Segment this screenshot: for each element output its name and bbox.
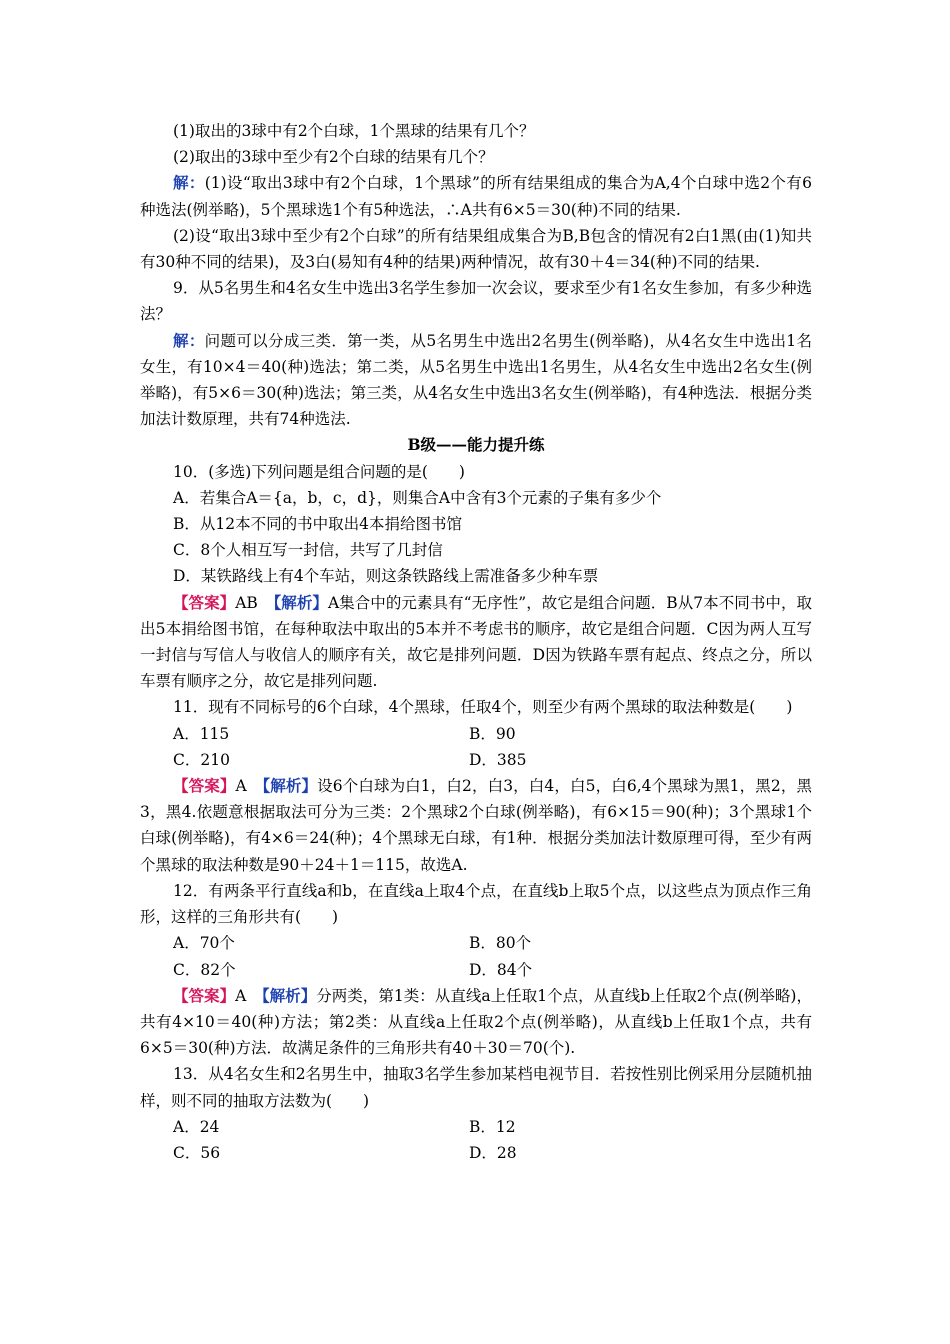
q8-solution-1 bbox=[140, 170, 812, 222]
q13-option-d: D．28 bbox=[469, 1143, 517, 1162]
section-title: B级——能力提升练 bbox=[407, 435, 545, 455]
q13-stem: 13．从4名女生和2名男生中，抽取3名学生参加某档电视节目．若按性别比例采用分层随机抽样，则不同的抽取方法数为( ) bbox=[140, 1065, 812, 1110]
q10-option-c: C．8个人相互写一封信，共写了几封信 bbox=[173, 541, 443, 560]
q8-part2: (2)取出的3球中至少有2个白球的结果有几个？ bbox=[173, 148, 494, 167]
solution-label: 解： bbox=[173, 173, 205, 193]
q9-stem: 9．从5名男生和4名女生中选出3名学生参加一次会议，要求至少有1名女生参加，有多少种选法？ bbox=[140, 279, 812, 324]
document-page bbox=[140, 118, 812, 1166]
q11-stem: 11．现有不同标号的6个白球，4个黑球，任取4个，则至少有两个黑球的取法种数是( ) bbox=[173, 698, 793, 717]
q11-option-a: A．115 bbox=[173, 724, 230, 743]
q12-analysis: 分两类，第1类：从直线a上任取1个点，从直线b上任取2个点(例举略)，共有4×10＝40(种)方法；第2类：从直线a上任取2个点(例举略)，从直线b上任取1个点，共有6×5＝30(种)方法．故满足条件的三角形共有40＋30＝70(个). bbox=[140, 986, 812, 1058]
q11-options-row-2 bbox=[140, 747, 812, 773]
q10-option-a: A．若集合A＝{a，b，c，d}，则集合A中含有3个元素的子集有多少个 bbox=[173, 488, 662, 507]
answer-label: 【答案】 bbox=[173, 776, 236, 796]
q10-answer-analysis bbox=[140, 590, 812, 695]
analysis-label: 【解析】 bbox=[261, 985, 317, 1005]
q11-option-c: C．210 bbox=[173, 750, 230, 769]
q11-answer: A bbox=[235, 777, 247, 796]
analysis-label: 【解析】 bbox=[273, 592, 328, 612]
q12-option-b: B．80个 bbox=[469, 934, 532, 953]
q8-solution-1-text: (1)设“取出3球中有2个白球，1个黑球”的所有结果组成的集合为A,4个白球中选2个有6种选法(例举略)，5个黑球选1个有5种选法，∴A共有6×5＝30(种)不同的结果. bbox=[140, 174, 812, 219]
q13-options-row-1 bbox=[140, 1114, 812, 1140]
q11-options-row-1 bbox=[140, 721, 812, 747]
q10-answer: AB bbox=[235, 593, 258, 612]
q13-option-b: B．12 bbox=[469, 1117, 516, 1136]
q10-option-b: B．从12本不同的书中取出4本捐给图书馆 bbox=[173, 515, 462, 534]
q11-answer-analysis bbox=[140, 773, 812, 878]
analysis-label: 【解析】 bbox=[262, 776, 318, 796]
q12-options-row-2 bbox=[140, 957, 812, 983]
q12-stem: 12．有两条平行直线a和b，在直线a上取4个点，在直线b上取5个点，以这些点为顶点作三角形，这样的三角形共有( ) bbox=[140, 881, 812, 927]
q8-part1: (1)取出的3球中有2个白球，1个黑球的结果有几个？ bbox=[173, 122, 535, 140]
q10-analysis: A集合中的元素具有“无序性”，故它是组合问题．B从7本不同书中，取出5本捐给图书馆，在每种取法中取出的5本并不考虑书的顺序，故它是组合问题．C因为两人互写一封信与写信人与收信人的顺序有关，故它是排列问题．D因为铁路车票有起点、终点之分，所以车票有顺序之分，故它是排列问题. bbox=[140, 593, 812, 691]
q13-option-a: A．24 bbox=[173, 1117, 220, 1136]
q11-option-b: B．90 bbox=[469, 724, 516, 743]
answer-label: 【答案】 bbox=[173, 985, 236, 1005]
q10-stem: 10．(多选)下列问题是组合问题的是( ) bbox=[173, 462, 465, 481]
answer-label: 【答案】 bbox=[173, 592, 236, 612]
q12-answer-analysis bbox=[140, 983, 812, 1062]
q13-options-row-2 bbox=[140, 1140, 812, 1166]
solution-label: 解： bbox=[173, 330, 205, 350]
q9-solution-text: 问题可以分成三类．第一类，从5名男生中选出2名男生(例举略)，从4名女生中选出1名女生，有10×4＝40(种)选法；第二类，从5名男生中选出1名男生，从4名女生中选出2名女生(例举略)，有5×6＝30(种)选法；第三类，从4名女生中选出3名女生(例举略)，有4种选法．根据分类加法计数原理，共有74种选法. bbox=[140, 331, 812, 429]
q9-solution bbox=[140, 328, 812, 433]
q12-options-row-1 bbox=[140, 930, 812, 956]
q8-solution-2: (2)设“取出3球中至少有2个白球”的所有结果组成集合为B,B包含的情况有2白1黑(由(1)知共有30种不同的结果)，及3白(易知有4种的结果)两种情况，故有30＋4＝34(种)不同的结果. bbox=[140, 226, 812, 272]
q13-option-c: C．56 bbox=[173, 1143, 221, 1162]
q12-option-d: D．84个 bbox=[469, 960, 533, 979]
q10-option-d: D．某铁路线上有4个车站，则这条铁路线上需准备多少种车票 bbox=[173, 567, 599, 586]
q11-option-d: D．385 bbox=[469, 750, 527, 769]
q12-option-a: A．70个 bbox=[173, 934, 235, 953]
q12-answer: A bbox=[235, 986, 247, 1005]
q11-analysis: 设6个白球为白1，白2，白3，白4，白5，白6,4个黑球为黑1，黑2，黑3，黑4.依题意根据取法可分为三类：2个黑球2个白球(例举略)，有6×15＝90(种)；3个黑球1个白球(例举略)，有4×6＝24(种)；4个黑球无白球，有1种．根据分类加法计数原理可得，至少有两个黑球的取法种数是90＋24＋1＝115，故选A. bbox=[140, 777, 812, 874]
q12-option-c: C．82个 bbox=[173, 960, 236, 979]
